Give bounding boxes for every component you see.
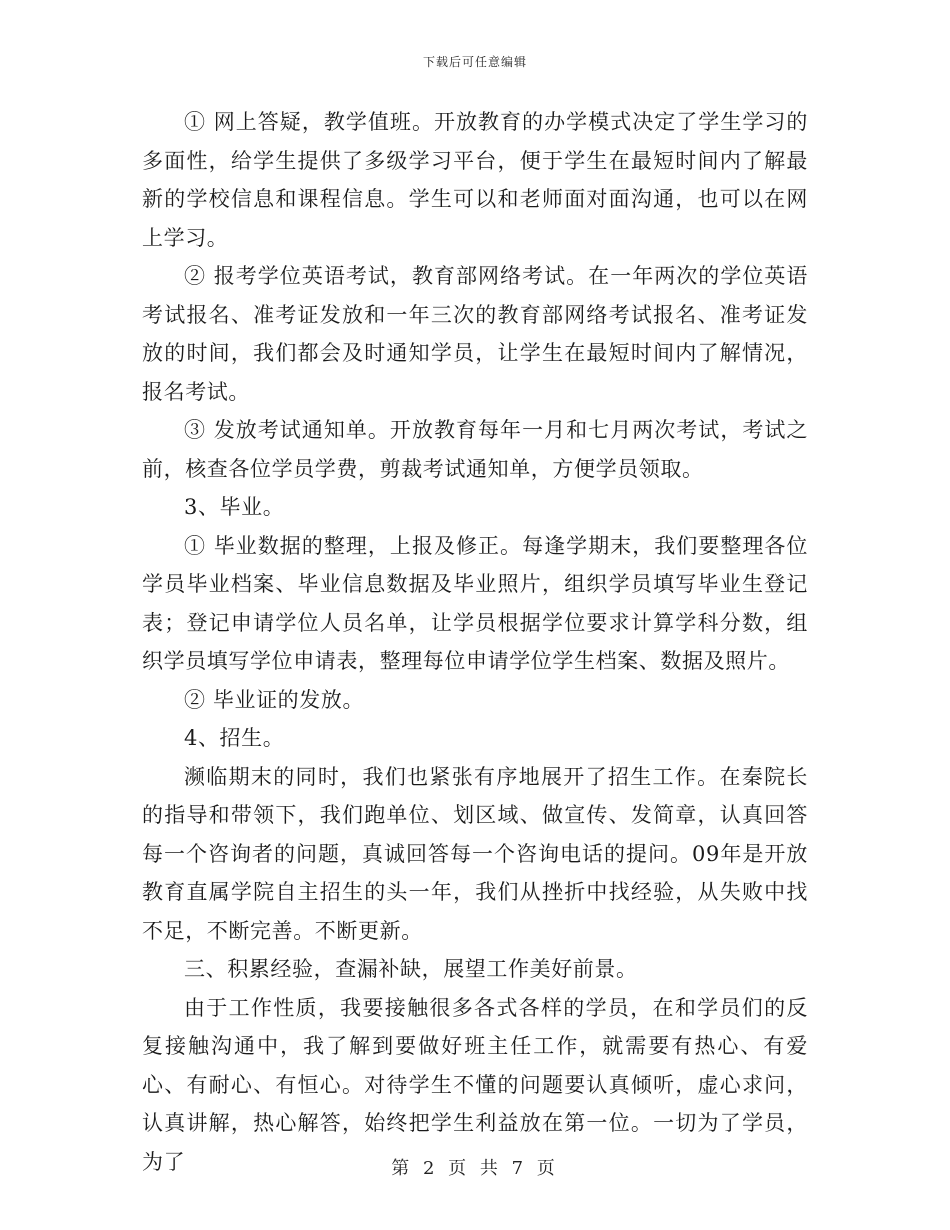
page-header: 下载后可任意编辑: [422, 55, 527, 69]
section-heading-graduation: 3、毕业。: [184, 495, 285, 519]
paragraph-diploma-issue: ② 毕业证的发放。: [184, 687, 365, 712]
paragraph-enrollment-work: 濒临期末的同时，我们也紧张有序地展开了招生工作。在秦院长的指导和带领下，我们跑单位、划区域、做宣传、发简章，认真回答每一个咨询者的问题，真诚回答每一个咨询电话的提问。09年是开放教育直属学院自主招生的头一年，我们从挫折中找经验，从失败中找不足，不断完善。不断更新。: [142, 764, 808, 943]
paragraph-graduation-data: ① 毕业数据的整理，上报及修正。每逢学期末，我们要整理各位学员毕业档案、毕业信息数据及毕业照片，组织学员填写毕业生登记表；登记申请学位人员名单，让学员根据学位要求计算学科分数，组织学员填写学位申请表，整理每位申请学位学生档案、数据及照片。: [142, 533, 808, 673]
paragraph-degree-english-exam: ② 报考学位英语考试，教育部网络考试。在一年两次的学位英语考试报名、准考证发放和一年三次的教育部网络考试报名、准考证发放的时间，我们都会及时通知学员，让学生在最短时间内了解情况，报名考试。: [142, 264, 808, 404]
paragraph-exam-notice: ③ 发放考试通知单。开放教育每年一月和七月两次考试，考试之前，核查各位学员学费，剪裁考试通知单，方便学员领取。: [142, 418, 808, 481]
section-heading-enrollment: 4、招生。: [184, 726, 285, 750]
paragraph-online-qa: ① 网上答疑，教学值班。开放教育的办学模式决定了学生学习的多面性，给学生提供了多级学习平台，便于学生在最短时间内了解最新的学校信息和课程信息。学生可以和老师面对面沟通，也可以在网上学习。: [142, 110, 808, 250]
page-footer: 第 2 页 共 7 页: [391, 1158, 559, 1179]
document-body: [142, 103, 808, 1181]
paragraph-work-nature: 由于工作性质，我要接触很多各式各样的学员，在和学员们的反复接触沟通中，我了解到要做好班主任工作，就需要有热心、有爱心、有耐心、有恒心。对待学生不懂的问题要认真倾听，虚心求问，认真讲解，热心解答，始终把学生利益放在第一位。一切为了学员，为了: [142, 995, 808, 1174]
section-heading-experience: 三、积累经验，查漏补缺，展望工作美好前景。: [184, 957, 638, 981]
